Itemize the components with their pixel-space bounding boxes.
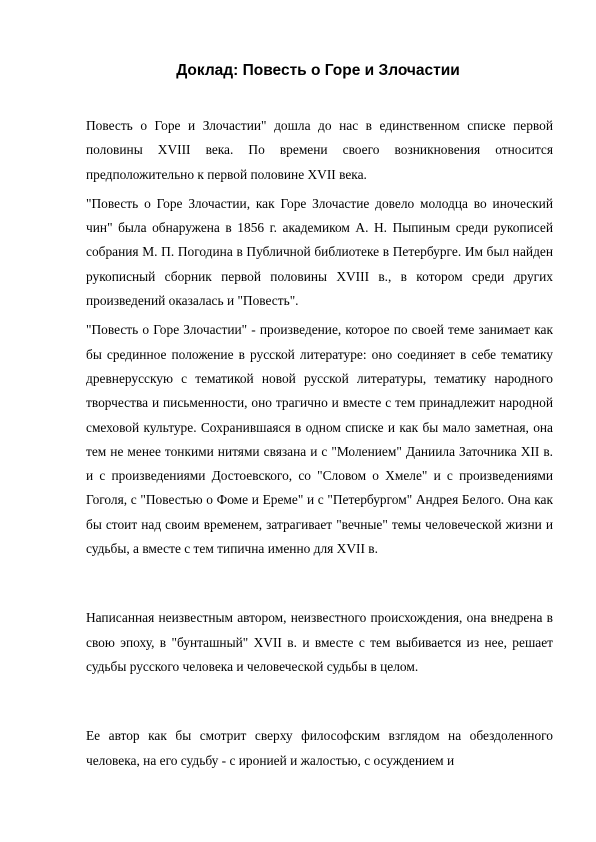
paragraph-4: Написанная неизвестным автором, неизвестного происхождения, она внедрена в свою эпоху, в "бунташный" XVII в. и вместе с тем выбивается из нее, решает судьбы русского человека и человеческой судьбы в целом.	[86, 610, 553, 674]
paragraph-1: Повесть о Горе и Злочастии" дошла до нас в единственном списке первой половины XVIII века. По времени своего возникновения относится предположительно к первой половине XVII века.	[86, 118, 553, 182]
paragraph-2: "Повесть о Горе Злочастии, как Горе Злочастие довело молодца во иноческий чин" была обнаружена в 1856 г. академиком А. Н. Пыпиным среди рукописей собрания М. П. Погодина в Публичной библиотеке в Петербурге. Им был найден рукописный сборник первой половины XVIII в., в котором среди других произведений оказалась и "Повесть".	[86, 195, 553, 309]
document-title: Доклад: Повесть о Горе и Злочастии	[176, 62, 460, 79]
paragraph-3: "Повесть о Горе Злочастии" - произведение, которое по своей теме занимает как бы срединное положение в русской литературе: оно соединяет в себе тематику древнерусскую с тематикой новой русской литературы, тематику народного творчества и письменности, оно трагично и вместе с тем принадлежит народной смеховой культуре. Сохранившаяся в одном списке и как бы мало заметная, она тем не менее тонкими нитями связана и с "Молением" Даниила Заточника XII в. и с произведениями Достоевского, со "Словом о Хмеле" и с произведениями Гоголя, с "Повестью о Фоме и Ереме" и с "Петербургом" Андрея Белого. Она как бы стоит над своим временем, затрагивает "вечные" темы человеческой жизни и судьбы, а вместе с тем типична именно для XVII в.	[86, 322, 553, 557]
document-body	[86, 114, 553, 778]
paragraph-5: Ее автор как бы смотрит сверху философским взглядом на обездоленного человека, на его судьбу - с иронией и жалостью, с осуждением и	[86, 728, 553, 768]
